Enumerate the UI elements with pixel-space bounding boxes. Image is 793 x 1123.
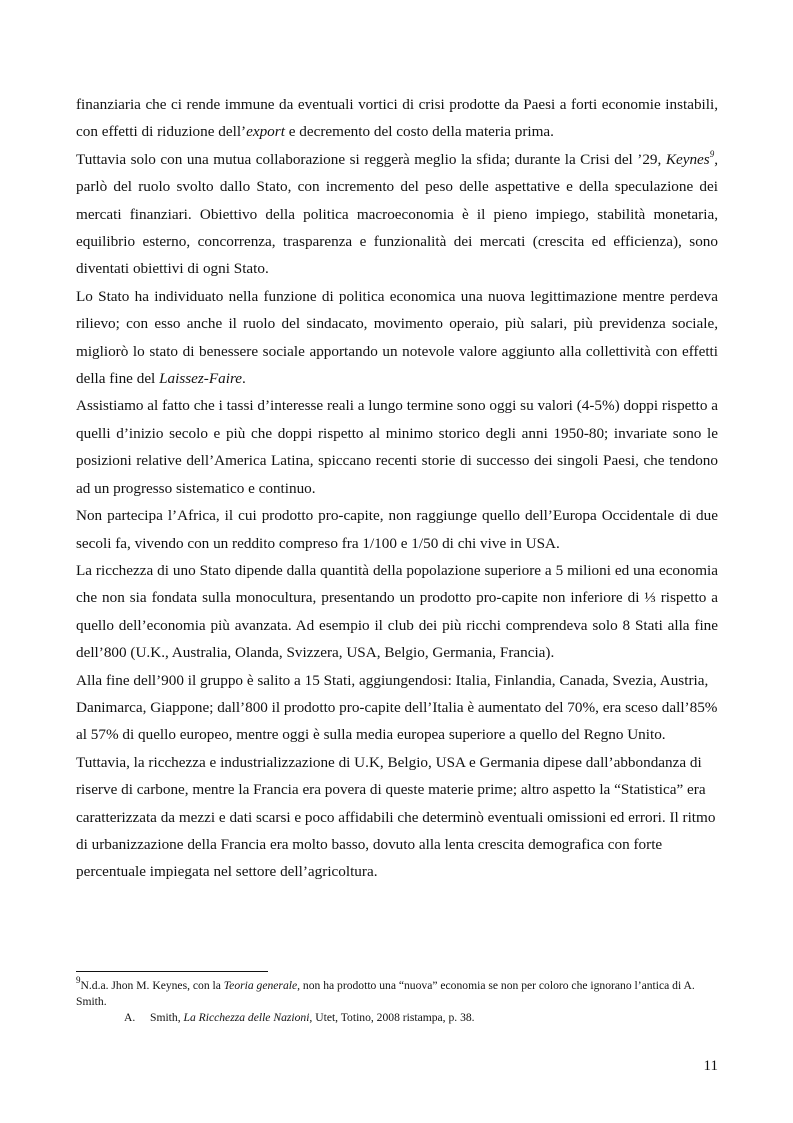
paragraph-text: Lo Stato ha individuato nella funzione di politica economica una nuova legittimazione mentre perdeva rilievo; con esso anche il ruolo del sindacato, movimento operaio, più salari, più previdenza sociale, migliorò lo stato di benessere sociale apportando un notevole valore aggiunto alla collettività con effetti della fine del <box>76 287 718 388</box>
footnote-9 <box>76 975 718 1010</box>
footnote-italic-book: La Ricchezza delle Nazioni, <box>183 1011 313 1024</box>
footnote-reference <box>76 1010 718 1026</box>
footnote-text: Utet, Totino, 2008 ristampa, p. 38. <box>312 1011 475 1024</box>
paragraph-5: Non partecipa l’Africa, il cui prodotto pro-capite, non raggiunge quello dell’Europa Occidentale di due secoli fa, vivendo con un reddito compreso fra 1/100 e 1/50 di chi vive in USA. <box>76 507 718 552</box>
footnote-number: 9 <box>76 975 81 986</box>
italic-term-export: export <box>246 123 285 141</box>
paragraph-6: La ricchezza di uno Stato dipende dalla quantità della popolazione superiore a 5 milioni ed una economia che non sia fondata sulla monocultura, presentando un prodotto pro-capite non inferiore di ⅓ rispetto a quello dell’economia più avanzata. Ad esempio il club dei più ricchi comprendeva solo 8 Stati alla fine dell’800 (U.K., Australia, Olanda, Svizzera, USA, Belgio, Germania, Francia). <box>76 561 718 662</box>
footnote-italic-title: Teoria generale, <box>223 979 301 992</box>
footnotes <box>76 975 718 1026</box>
footnote-text: non ha prodotto una “nuova” economia se non per coloro che ignorano l’antica di A. Smith. <box>76 979 695 1008</box>
paragraph-7: Alla fine dell’900 il gruppo è salito a 15 Stati, aggiungendosi: Italia, Finlandia, Canada, Svezia, Austria, Danimarca, Giappone; dall’800 il prodotto pro-capite dell’Italia è aumentato del 70%, era sceso dall’85% al 57% di quello europeo, mentre oggi è sulla media europea superiore a quello del Regno Unito. Tuttavia, la ricchezza e industrializzazione di U.K, Belgio, USA e Germania dipese dall’abbondanza di riserve di carbone, mentre la Francia era povera di queste materie prime; altro aspetto la “Statistica” era caratterizzata da mezzi e dati scarsi e poco affidabili che determinò eventuali omissioni ed errori. Il ritmo di urbanizzazione della Francia era molto basso, dovuto alla lenta crescita demografica con forte percentuale impiegata nel settore dell’agricoltura. <box>76 671 718 881</box>
paragraph-1 <box>76 91 718 146</box>
page-number: 11 <box>703 1058 718 1074</box>
footnote-separator <box>76 971 268 972</box>
body-text <box>76 91 718 886</box>
paragraph-3 <box>76 283 718 393</box>
paragraph-text: Tuttavia solo con una mutua collaborazione si reggerà meglio la sfida; durante la Crisi del ’29, <box>76 150 666 168</box>
footnote-list-label: A. <box>124 1011 136 1024</box>
paragraph-4: Assistiamo al fatto che i tassi d’interesse reali a lungo termine sono oggi su valori (4-5%) doppi rispetto a quelli d’inizio secolo e più che doppi rispetto al minimo storico degli anni 1950-80; invariate sono le posizioni relative dell’America Latina, spiccano recenti storie di successo dei singoli Paesi, che tendono ad un progresso sistematico e continuo. <box>76 397 718 497</box>
paragraph-2 <box>76 146 718 283</box>
italic-term-laissez-faire: Laissez-Faire <box>159 370 243 388</box>
paragraph-text: . <box>242 370 246 388</box>
footnote-ref-9[interactable]: 9 <box>709 148 715 159</box>
footnote-text: N.d.a. Jhon M. Keynes, con la <box>80 979 224 992</box>
paragraph-text: , parlò del ruolo svolto dallo Stato, con incremento del peso delle aspettative e della speculazione dei mercati finanziari. Obiettivo della politica macroeconomia è il pieno impiego, stabilità monetaria, equilibrio esterno, concorrenza, trasparenza e funzionalità dei mercati (crescita ed efficienza), sono diventati obiettivi di ogni Stato. <box>76 150 718 278</box>
paragraph-text: e decremento del costo della materia prima. <box>284 123 554 141</box>
paragraph-text: finanziaria che ci rende immune da eventuali vortici di crisi prodotte da Paesi a forti economie instabili, con effetti di riduzione dell’ <box>76 96 718 141</box>
italic-term-keynes: Keynes <box>665 150 710 168</box>
footnote-text: Smith, <box>150 1011 184 1024</box>
